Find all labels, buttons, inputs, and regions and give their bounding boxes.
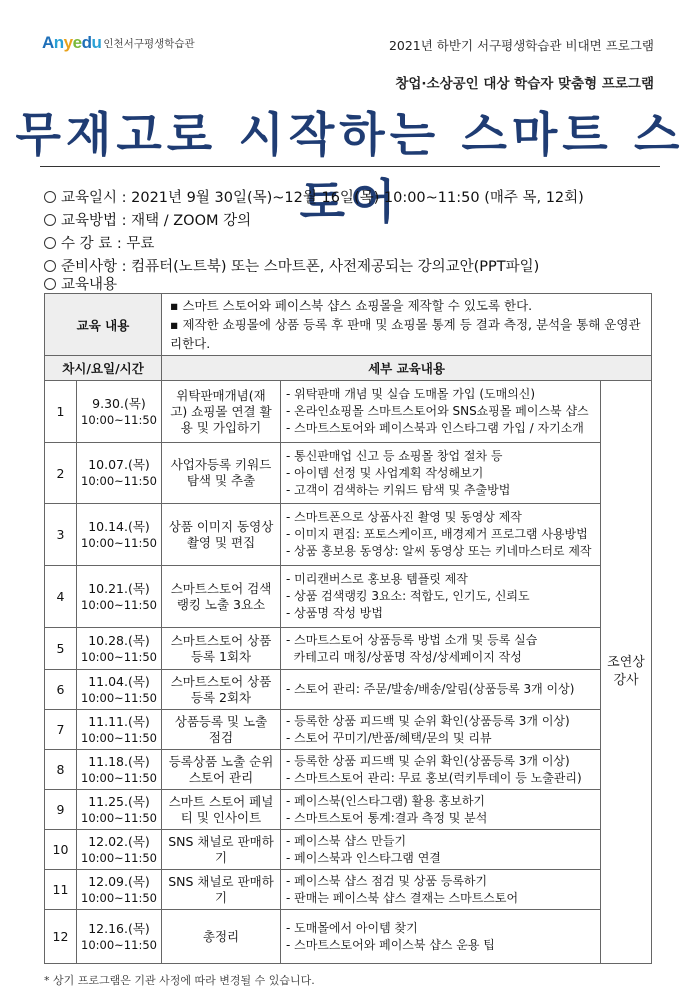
date-text: 12.09.(목) xyxy=(88,873,150,889)
time-text: 10:00~11:50 xyxy=(81,412,157,427)
content-summary-row xyxy=(45,294,652,356)
date-text: 10.21.(목) xyxy=(88,580,150,596)
detail-line: - 페이스북과 인스타그램 연결 xyxy=(286,850,441,865)
content-bullet: ▪ 제작한 쇼핑몰에 상품 등록 후 판매 및 쇼핑몰 통계 등 결과 측정, 분석을 통해 운영관리한다. xyxy=(170,317,641,351)
table-row xyxy=(45,628,652,670)
info-requirements: 준비사항 : 컴퓨터(노트북) 또는 스마트폰, 사전제공되는 강의교안(PPT파일) xyxy=(44,255,539,276)
session-date xyxy=(77,750,162,790)
info-method: 교육방법 : 재택 / ZOOM 강의 xyxy=(44,209,251,230)
detail-line: - 판매는 페이스북 샵스 결재는 스마트스토어 xyxy=(286,890,519,905)
circle-bullet-icon xyxy=(44,278,56,290)
detail-line: - 스마트폰으로 상품사진 촬영 및 동영상 제작 xyxy=(286,510,522,524)
session-date xyxy=(77,443,162,504)
time-text: 10:00~11:50 xyxy=(81,937,157,952)
schedule-table xyxy=(44,293,652,964)
session-details xyxy=(281,910,601,964)
detail-line: - 도매몰에서 아이템 찾기 xyxy=(286,920,418,935)
table-row xyxy=(45,443,652,504)
col-header-session: 차시/요일/시간 xyxy=(45,356,162,381)
detail-line: - 스마트스토어 관리: 무료 홍보(럭키투데이 등 노출관리) xyxy=(286,770,582,785)
table-row xyxy=(45,381,652,443)
detail-line: - 스마트스토어 상품등록 방법 소개 및 등록 실습 xyxy=(286,632,538,647)
session-details xyxy=(281,790,601,830)
session-topic: SNS 채널로 판매하기 xyxy=(162,870,281,910)
table-row xyxy=(45,870,652,910)
logo xyxy=(42,33,195,53)
info-content-heading: 교육내용 xyxy=(44,273,117,294)
instructor-name: 조연상 강사 xyxy=(601,381,652,964)
session-date xyxy=(77,870,162,910)
detail-line: - 위탁판매 개념 및 실습 도매몰 가입 (도매의신) xyxy=(286,387,536,401)
session-topic: 스마트스토어 상품등록 1회차 xyxy=(162,628,281,670)
session-details xyxy=(281,566,601,628)
session-date xyxy=(77,830,162,870)
circle-bullet-icon xyxy=(44,237,56,249)
table-row xyxy=(45,750,652,790)
date-text: 12.02.(목) xyxy=(88,833,150,849)
table-row xyxy=(45,830,652,870)
date-text: 9.30.(목) xyxy=(92,395,146,411)
time-text: 10:00~11:50 xyxy=(81,890,157,905)
session-topic: 스마트스토어 검색 랭킹 노출 3요소 xyxy=(162,566,281,628)
detail-line: - 스토어 꾸미기/반품/혜택/문의 및 리뷰 xyxy=(286,730,492,745)
date-text: 11.11.(목) xyxy=(88,713,150,729)
detail-line: - 아이템 선정 및 사업계획 작성해보기 xyxy=(286,465,484,480)
session-date xyxy=(77,504,162,566)
time-text: 10:00~11:50 xyxy=(81,535,157,550)
time-text: 10:00~11:50 xyxy=(81,597,157,612)
time-text: 10:00~11:50 xyxy=(81,649,157,664)
session-details xyxy=(281,870,601,910)
page-title: 무재고로 시작하는 스마트 스토어 xyxy=(15,108,685,230)
program-name: 2021년 하반기 서구평생학습관 비대면 프로그램 xyxy=(388,38,654,53)
content-bullets xyxy=(162,294,652,356)
session-details xyxy=(281,381,601,443)
col-header-detail: 세부 교육내용 xyxy=(162,356,652,381)
session-number: 9 xyxy=(45,790,77,830)
session-details xyxy=(281,750,601,790)
program-subtitle: 창업·소상공인 대상 학습자 맞춤형 프로그램 xyxy=(395,76,654,92)
footnote: * 상기 프로그램은 기관 사정에 따라 변경될 수 있습니다. xyxy=(44,974,315,987)
time-text: 10:00~11:50 xyxy=(81,770,157,785)
detail-line: - 상품 홍보용 동영상: 알씨 동영상 또는 키네마스터로 제작 xyxy=(286,544,592,558)
session-topic: 등록상품 노출 순위 스토어 관리 xyxy=(162,750,281,790)
session-topic: 상품등록 및 노출 점검 xyxy=(162,710,281,750)
detail-line: - 등록한 상품 피드백 및 순위 확인(상품등록 3개 이상) xyxy=(286,753,570,768)
table-row xyxy=(45,670,652,710)
session-number: 4 xyxy=(45,566,77,628)
detail-line: - 스토어 관리: 주문/발송/배송/알림(상품등록 3개 이상) xyxy=(286,682,575,696)
session-topic: 사업자등록 키워드 탐색 및 추출 xyxy=(162,443,281,504)
session-date xyxy=(77,790,162,830)
circle-bullet-icon xyxy=(44,260,56,272)
table-row xyxy=(45,566,652,628)
session-details xyxy=(281,443,601,504)
info-fee: 수 강 료 : 무료 xyxy=(44,232,154,253)
table-header-row xyxy=(45,356,652,381)
session-number: 8 xyxy=(45,750,77,790)
detail-line: - 이미지 편집: 포토스케이프, 배경제거 프로그램 사용방법 xyxy=(286,527,588,541)
detail-line: - 스마트스토어 통계:결과 측정 및 분석 xyxy=(286,810,488,825)
detail-line: - 통신판매업 신고 등 쇼핑몰 창업 절차 등 xyxy=(286,448,503,463)
detail-line: - 상품 검색랭킹 3요소: 적합도, 인기도, 신뢰도 xyxy=(286,589,530,603)
session-topic: 총정리 xyxy=(162,910,281,964)
session-number: 10 xyxy=(45,830,77,870)
session-details xyxy=(281,504,601,566)
detail-line: 카테고리 매칭/상품명 작성/상세페이지 작성 xyxy=(286,649,522,664)
session-date xyxy=(77,710,162,750)
date-text: 10.14.(목) xyxy=(88,518,150,534)
detail-line: - 미리캔버스로 홍보용 템플릿 제작 xyxy=(286,572,468,586)
detail-line: - 페이스북(인스타그램) 활용 홍보하기 xyxy=(286,793,486,808)
title-divider xyxy=(40,166,660,167)
session-topic: 위탁판매개념(재고) 쇼핑몰 연결 활용 및 가입하기 xyxy=(162,381,281,443)
session-details xyxy=(281,830,601,870)
date-text: 11.18.(목) xyxy=(88,753,150,769)
session-number: 3 xyxy=(45,504,77,566)
table-row xyxy=(45,504,652,566)
session-topic: 스마트 스토어 페널티 및 인사이트 xyxy=(162,790,281,830)
time-text: 10:00~11:50 xyxy=(81,730,157,745)
session-date xyxy=(77,628,162,670)
session-number: 6 xyxy=(45,670,77,710)
session-details xyxy=(281,628,601,670)
session-number: 7 xyxy=(45,710,77,750)
session-details xyxy=(281,670,601,710)
time-text: 10:00~11:50 xyxy=(81,850,157,865)
time-text: 10:00~11:50 xyxy=(81,810,157,825)
detail-line: - 스마트스토어와 페이스북 샵스 운용 팁 xyxy=(286,937,495,952)
circle-bullet-icon xyxy=(44,214,56,226)
session-number: 11 xyxy=(45,870,77,910)
session-topic: 스마트스토어 상품등록 2회차 xyxy=(162,670,281,710)
detail-line: - 온라인쇼핑몰 스마트스토어와 SNS쇼핑몰 페이스북 샵스 xyxy=(286,404,589,418)
detail-line: - 상품명 작성 방법 xyxy=(286,606,383,620)
date-text: 10.07.(목) xyxy=(88,457,150,472)
date-text: 10.28.(목) xyxy=(88,632,150,648)
session-topic: 상품 이미지 동영상 촬영 및 편집 xyxy=(162,504,281,566)
time-text: 10:00~11:50 xyxy=(81,474,157,488)
session-topic: SNS 채널로 판매하기 xyxy=(162,830,281,870)
info-schedule: 교육일시 : 2021년 9월 30일(목)~12월 16일(목) 10:00~11:50 (매주 목, 12회) xyxy=(44,186,584,207)
date-text: 12.16.(목) xyxy=(88,920,150,936)
content-bullet: ▪ 스마트 스토어와 페이스북 샵스 쇼핑몰을 제작할 수 있도록 한다. xyxy=(170,298,533,313)
circle-bullet-icon xyxy=(44,191,56,203)
detail-line: - 페이스북 샵스 만들기 xyxy=(286,833,407,848)
session-date xyxy=(77,566,162,628)
session-number: 5 xyxy=(45,628,77,670)
time-text: 10:00~11:50 xyxy=(81,690,157,705)
session-date xyxy=(77,381,162,443)
session-number: 2 xyxy=(45,443,77,504)
date-text: 11.04.(목) xyxy=(88,673,150,689)
content-label: 교육 내용 xyxy=(45,294,162,356)
logo-wordmark: Anyedu xyxy=(42,33,102,52)
detail-line: - 페이스북 샵스 점검 및 상품 등록하기 xyxy=(286,873,488,888)
schedule-rows xyxy=(45,381,652,964)
session-number: 12 xyxy=(45,910,77,964)
logo-subtitle: 인천서구평생학습관 xyxy=(103,38,195,50)
detail-line: - 스마트스토어와 페이스북과 인스타그램 가입 / 자기소개 xyxy=(286,421,584,435)
table-row xyxy=(45,710,652,750)
table-row xyxy=(45,910,652,964)
date-text: 11.25.(목) xyxy=(88,793,150,809)
table-row xyxy=(45,790,652,830)
session-details xyxy=(281,710,601,750)
session-number: 1 xyxy=(45,381,77,443)
session-date xyxy=(77,910,162,964)
session-date xyxy=(77,670,162,710)
detail-line: - 고객이 검색하는 키워드 탐색 및 추출방법 xyxy=(286,482,511,497)
detail-line: - 등록한 상품 피드백 및 순위 확인(상품등록 3개 이상) xyxy=(286,713,570,728)
